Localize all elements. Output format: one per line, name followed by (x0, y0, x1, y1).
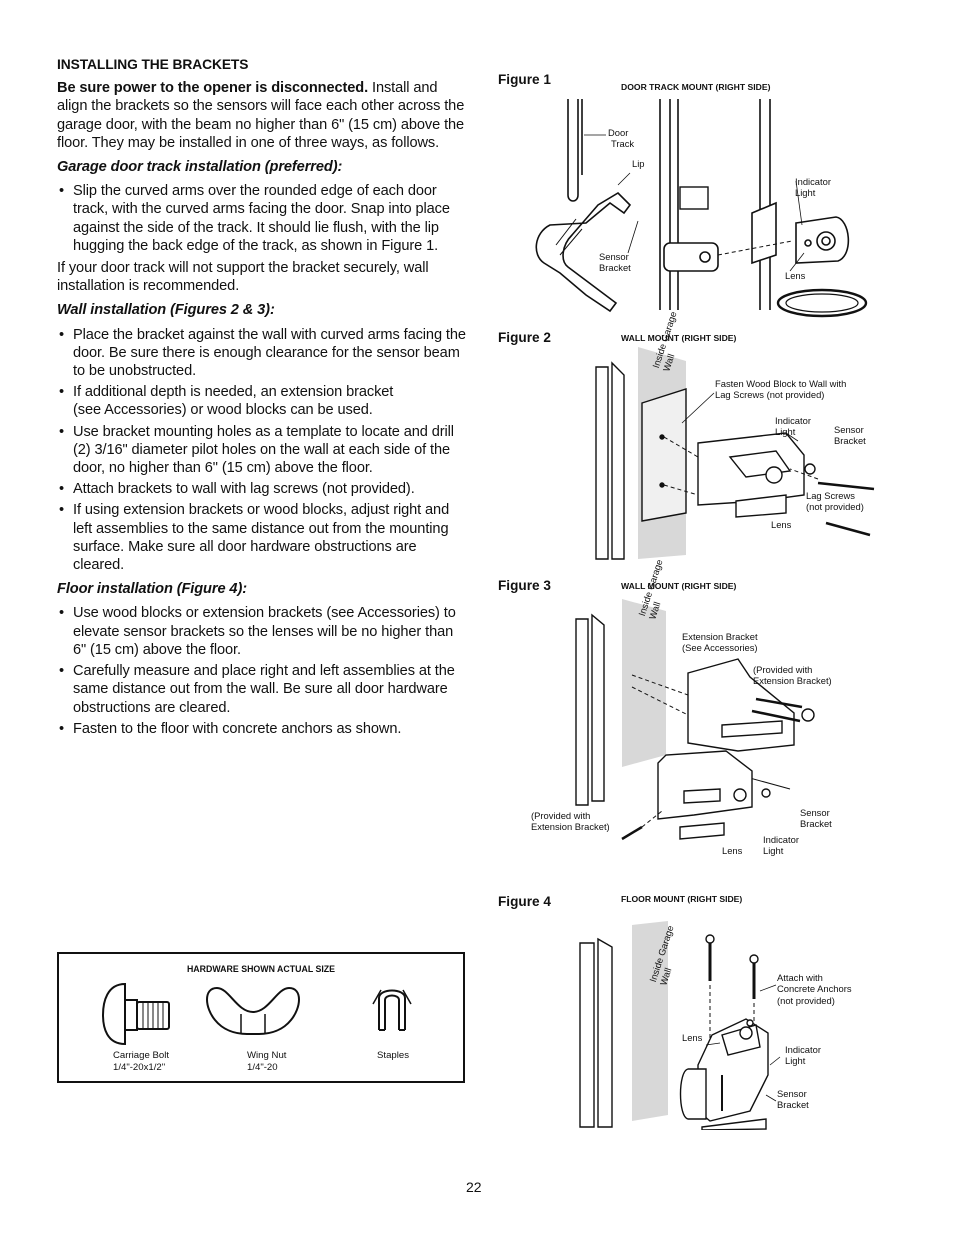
provided-upper-callout: (Provided with Extension Bracket) (753, 664, 832, 687)
figure-2-label: Figure 2 (498, 330, 551, 345)
lip-callout: Lip (632, 158, 645, 169)
lag-screw-upper (818, 483, 874, 489)
list-item: • If additional depth is needed, an extension bracket (see Accessories) or wood blocks can be used. (57, 383, 469, 419)
figure-1-illustration (520, 95, 890, 320)
wing-nut-icon (207, 988, 299, 1034)
extension-bracket-callout: Extension Bracket (See Accessories) (682, 631, 758, 654)
carriage-bolt-label: Carriage Bolt 1/4"-20x1/2" (113, 1050, 169, 1073)
door-track-left (568, 99, 578, 201)
list-item: • If using extension brackets or wood blocks, adjust right and left assemblies to the same distance out from the mounting surface. Make sure all door hardware obstructions are cleared. (57, 501, 469, 574)
lens-callout: Lens (785, 270, 806, 281)
list-item: • Place the bracket against the wall with curved arms facing the door. Be sure there is enough clearance for the sensor beam to be unobstructed. (57, 326, 469, 381)
list-item: • Slip the curved arms over the rounded edge of each door track, with the curved arms facing the door. Snap into place against the side of the track. It should lie flush, with the lip hugging the back edge of the track, as shown in Figure 1. (57, 182, 469, 255)
lens-callout: Lens (722, 845, 743, 856)
figure-1-caption: DOOR TRACK MOUNT (RIGHT SIDE) (621, 82, 771, 92)
indicator-light-callout: Indicator Light (763, 834, 799, 857)
indicator-light-callout: Indicator Light (775, 415, 811, 438)
staple-icon (373, 990, 411, 1030)
lens-callout: Lens (682, 1032, 703, 1043)
fasten-callout: Fasten Wood Block to Wall with Lag Screws (not provided) (715, 378, 847, 401)
indicator-light-callout: Indicator Light (795, 176, 831, 199)
carriage-bolt-icon (103, 984, 169, 1044)
lag-screw (622, 827, 642, 839)
section-title: INSTALLING THE BRACKETS (57, 57, 249, 72)
figure-2-caption: WALL MOUNT (RIGHT SIDE) (621, 333, 737, 343)
intro-paragraph (57, 79, 469, 152)
wing-nut-label: Wing Nut 1/4"-20 (247, 1050, 287, 1073)
list-item: • Use bracket mounting holes as a template to locate and drill (2) 3/16" diameter pilot holes on the wall at each side of the door, no higher than 6" (15 cm) above the floor. (57, 423, 469, 478)
wall-label-fig4: Inside Garage Wall (647, 923, 676, 987)
indicator-light-callout: Indicator Light (785, 1044, 821, 1067)
door-jamb (596, 363, 624, 559)
figure-4-label: Figure 4 (498, 894, 551, 909)
power-warning: Be sure power to the opener is disconnected. (57, 80, 369, 97)
door-track-middle (660, 99, 678, 310)
figure-3-label: Figure 3 (498, 578, 551, 593)
provided-lower-callout: (Provided with Extension Bracket) (531, 810, 610, 833)
sensor-bracket-callout: Sensor Bracket (777, 1088, 809, 1111)
wall-label-fig3: Inside Garage Wall (636, 557, 665, 621)
door-track-right (760, 99, 770, 310)
figure-3-caption: WALL MOUNT (RIGHT SIDE) (621, 581, 737, 591)
door-jamb (580, 939, 612, 1127)
sensor-bracket-callout: Sensor Bracket (599, 251, 631, 274)
figure-4-illustration (570, 915, 870, 1130)
list-item: • Use wood blocks or extension brackets (see Accessories) to elevate sensor brackets so the lenses will be no higher than 6" (15 cm) above the floor. (57, 604, 469, 659)
staples-label: Staples (377, 1050, 409, 1061)
floor-heading: Floor installation (Figure 4): (57, 581, 247, 598)
list-item: • Carefully measure and place right and left assemblies at the same distance out from the wall. Be sure all door hardware obstructions are cleared. (57, 662, 469, 717)
list-item: • Fasten to the floor with concrete anchors as shown. (57, 720, 469, 738)
page-number: 22 (466, 1179, 482, 1195)
floor-bullets (57, 604, 469, 737)
wood-block (642, 389, 686, 521)
track-note: If your door track will not support the bracket securely, wall installation is recommended. (57, 260, 429, 295)
wall-heading: Wall installation (Figures 2 & 3): (57, 302, 275, 319)
sensor-bracket-callout: Sensor Bracket (834, 424, 866, 447)
list-item: • Attach brackets to wall with lag screws (not provided). (57, 480, 469, 498)
anchors-callout: Attach with Concrete Anchors (not provided) (777, 972, 852, 1006)
lens-callout: Lens (771, 519, 792, 530)
lag-screws-callout: Lag Screws (not provided) (806, 490, 864, 513)
garage-wall (622, 599, 666, 767)
track-heading: Garage door track installation (preferred): (57, 159, 343, 176)
lag-screw-lower (826, 523, 870, 535)
hardware-title: HARDWARE SHOWN ACTUAL SIZE (186, 964, 336, 974)
door-jamb (576, 615, 604, 805)
intro-text: Install and align the brackets so the sensors will face each other across the garage door, with the beam no higher than 6" (15 cm) above the floor. They may be installed in one of three ways, as follows. (57, 80, 465, 151)
figure-4-caption: FLOOR MOUNT (RIGHT SIDE) (621, 894, 743, 904)
hardware-box (57, 952, 465, 1083)
door-track-callout: Door Track (608, 127, 635, 150)
wall-label-fig2: Inside Garage Wall (650, 309, 679, 373)
instructions-column (57, 56, 469, 742)
track-bullets (57, 182, 469, 255)
figure-1-label: Figure 1 (498, 72, 551, 87)
sensor-bracket-callout: Sensor Bracket (800, 807, 832, 830)
hardware-illustrations (97, 982, 437, 1052)
sensor-bracket (658, 751, 752, 819)
wall-bullets (57, 326, 469, 575)
